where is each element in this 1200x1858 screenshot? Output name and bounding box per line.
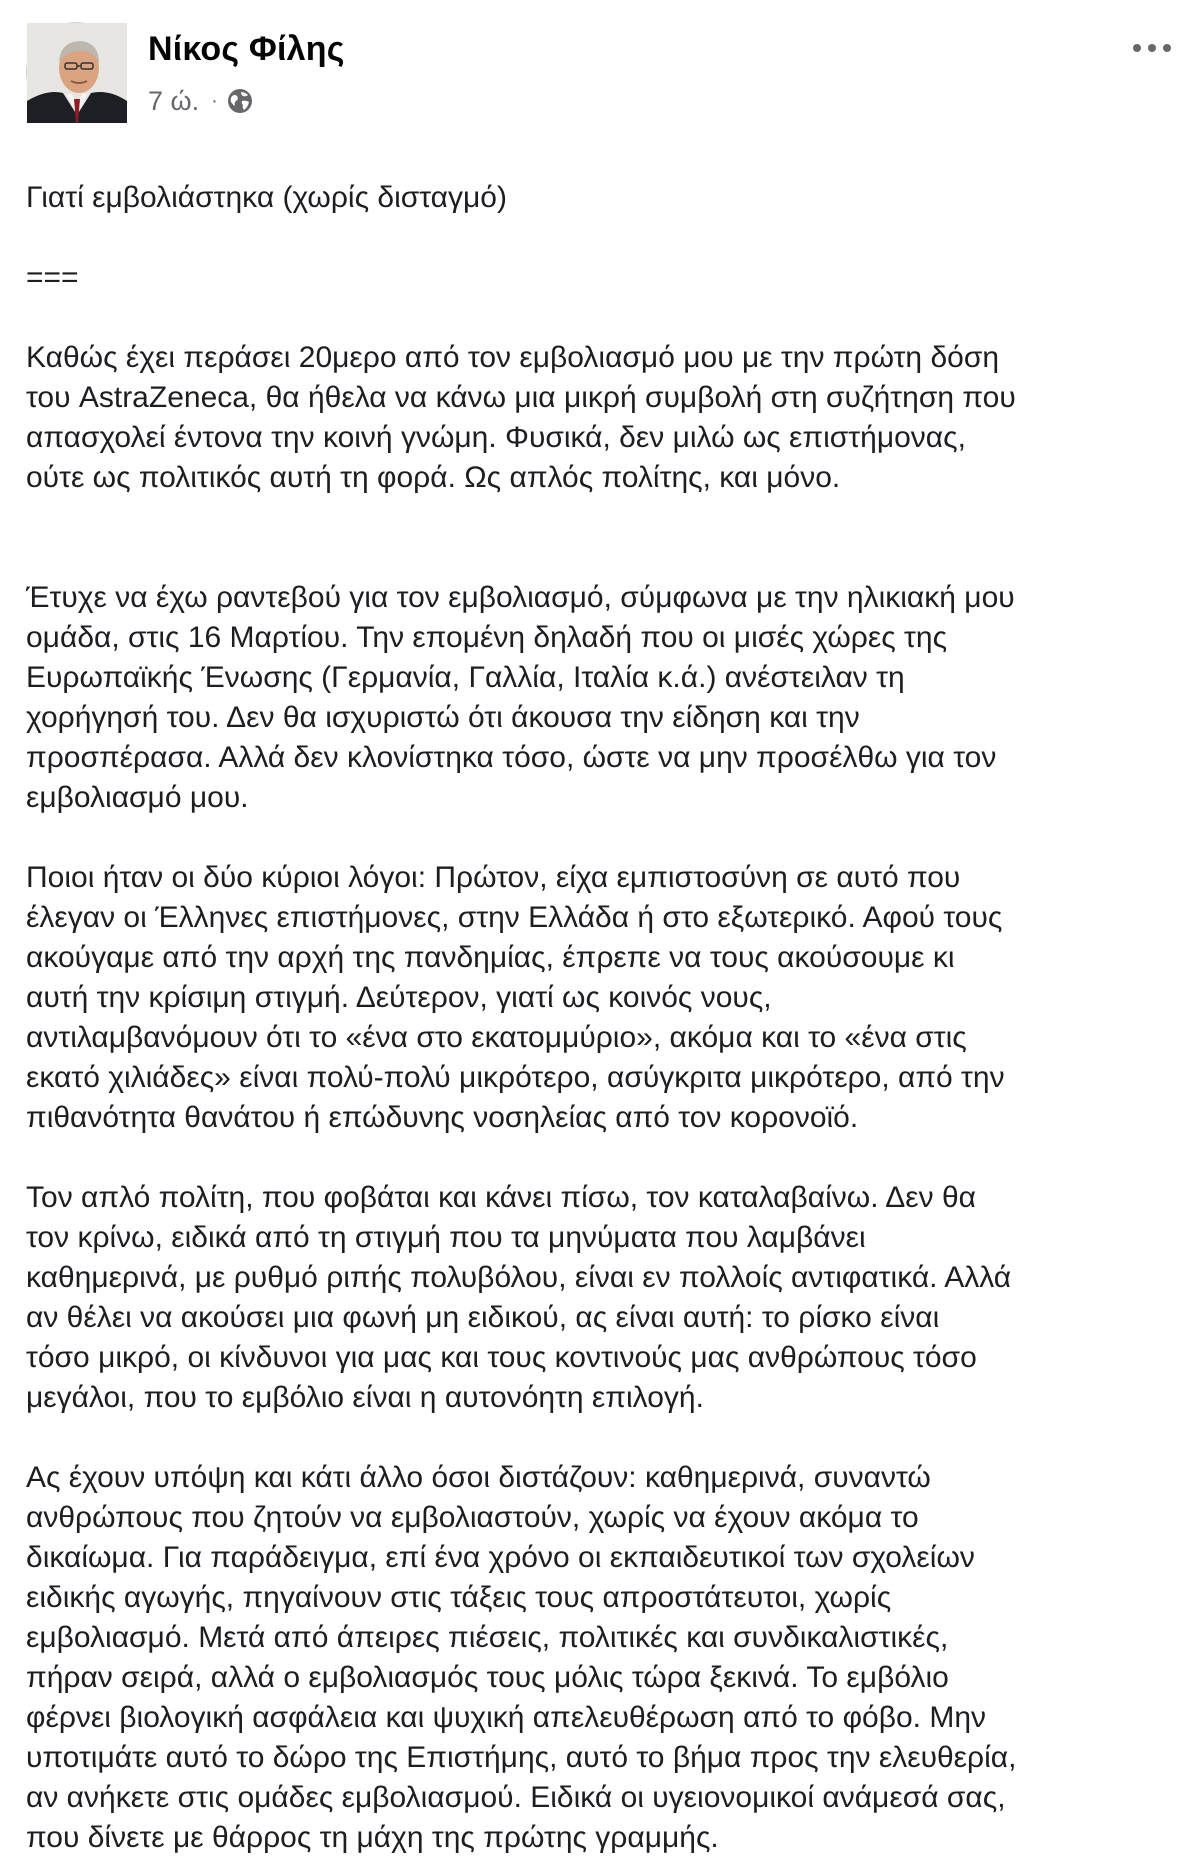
- paragraph-line: Τον απλό πολίτη, που φοβάται και κάνει πίσω, τον καταλαβαίνω. Δεν θα: [26, 1181, 976, 1214]
- paragraph-line: αντιλαμβανόμουν ότι το «ένα στο εκατομμύριο», ακόμα και το «ένα στις: [26, 1021, 967, 1054]
- paragraph-line: ακούγαμε από την αρχή της πανδημίας, έπρεπε να τους ακούσουμε κι: [26, 941, 955, 974]
- post-timestamp[interactable]: 7 ώ.: [148, 85, 200, 116]
- paragraph-line: εκατό χιλιάδες» είναι πολύ-πολύ μικρότερο, ασύγκριτα μικρότερο, από την: [26, 1061, 1005, 1094]
- post-meta: [148, 84, 254, 118]
- paragraph-line: ειδικής αγωγής, πηγαίνουν στις τάξεις τους απροστάτευτοι, χωρίς: [26, 1581, 892, 1614]
- post-title-line: Γιατί εμβολιάστηκα (χωρίς δισταγμό): [26, 181, 507, 214]
- paragraph-line: πιθανότητα θανάτου ή επώδυνης νοσηλείας από τον κορονοϊό.: [26, 1101, 859, 1134]
- profile-photo-icon: [27, 23, 127, 123]
- paragraph-line: που δίνετε με θάρρος τη μάχη της πρώτης γραμμής.: [26, 1821, 719, 1854]
- author-avatar[interactable]: [26, 22, 126, 122]
- paragraph-line: του AstraZeneca, θα ήθελα να κάνω μια μικρή συμβολή στη συζήτηση που: [26, 381, 1016, 414]
- paragraph-line: υποτιμάτε αυτό το δώρο της Επιστήμης, αυτό το βήμα προς την ελευθερία,: [26, 1741, 1017, 1774]
- paragraph-line: απασχολεί έντονα την κοινή γνώμη. Φυσικά, δεν μιλώ ως επιστήμονας,: [26, 421, 966, 454]
- paragraph-line: πήραν σειρά, αλλά ο εμβολιασμός τους μόλις τώρα ξεκινά. Το εμβόλιο: [26, 1661, 949, 1694]
- paragraph-line: Καθώς έχει περάσει 20μερο από τον εμβολιασμό μου με την πρώτη δόση: [26, 341, 1000, 374]
- paragraph: [26, 338, 1181, 498]
- paragraph-line: Ευρωπαϊκής Ένωσης (Γερμανία, Γαλλία, Ιταλία κ.ά.) ανέστειλαν τη: [26, 661, 905, 694]
- author-name[interactable]: Νίκος Φίλης: [148, 30, 345, 68]
- paragraph-line: δικαίωμα. Για παράδειγμα, επί ένα χρόνο οι εκπαιδευτικοί των σχολείων: [26, 1541, 975, 1574]
- paragraph-line: τόσο μικρό, οι κίνδυνοι για μας και τους κοντινούς μας ανθρώπους τόσο: [26, 1341, 977, 1374]
- paragraph-line: εμβολιασμό μου.: [26, 781, 249, 814]
- paragraph-line: ομάδα, στις 16 Μαρτίου. Την επομένη δηλαδή που οι μισές χώρες της: [26, 621, 948, 654]
- paragraph-line: Έτυχε να έχω ραντεβού για τον εμβολιασμό, σύμφωνα με την ηλικιακή μου: [26, 581, 1015, 614]
- more-options-button[interactable]: [1122, 28, 1182, 68]
- paragraph-line: μεγάλοι, που το εμβόλιο είναι η αυτονόητη επιλογή.: [26, 1381, 704, 1414]
- paragraph: [26, 858, 1181, 1138]
- paragraph-line: καθημερινά, με ρυθμό ριπής πολυβόλου, είναι εν πολλοίς αντιφατικά. Αλλά: [26, 1261, 1012, 1294]
- paragraph: [26, 578, 1181, 818]
- post-divider-line: ===: [26, 261, 79, 294]
- paragraph-line: χορήγησή του. Δεν θα ισχυριστώ ότι άκουσα την είδηση και την: [26, 701, 860, 734]
- paragraph: [26, 1458, 1181, 1858]
- paragraph: [26, 1178, 1181, 1418]
- paragraph-line: φέρνει βιολογική ασφάλεια και ψυχική απελευθέρωση από το φόβο. Μην: [26, 1701, 986, 1734]
- post-heading: [26, 138, 1181, 538]
- paragraph-line: αυτή την κρίσιμη στιγμή. Δεύτερον, γιατί ως κοινός νους,: [26, 981, 772, 1014]
- globe-icon[interactable]: [226, 87, 254, 115]
- paragraph-line: εμβολιασμό. Μετά από άπειρες πιέσεις, πολιτικές και συνδικαλιστικές,: [26, 1621, 949, 1654]
- post-body: [26, 138, 1181, 1858]
- paragraph-line: τον κρίνω, ειδικά από τη στιγμή που τα μηνύματα που λαμβάνει: [26, 1221, 866, 1254]
- paragraph-line: αν ανήκετε στις ομάδες εμβολιασμού. Ειδικά οι υγειονομικοί ανάμεσά σας,: [26, 1781, 1006, 1814]
- paragraph-line: προσπέρασα. Αλλά δεν κλονίστηκα τόσο, ώστε να μην προσέλθω για τον: [26, 741, 997, 774]
- paragraph-line: αν θέλει να ακούσει μια φωνή μη ειδικού, ας είναι αυτή: το ρίσκο είναι: [26, 1301, 940, 1334]
- more-options-icon: [1132, 43, 1172, 53]
- meta-separator: ·: [211, 89, 218, 112]
- paragraph-line: έλεγαν οι Έλληνες επιστήμονες, στην Ελλάδα ή στο εξωτερικό. Αφού τους: [26, 901, 1003, 934]
- paragraph-line: Ποιοι ήταν οι δύο κύριοι λόγοι: Πρώτον, είχα εμπιστοσύνη σε αυτό που: [26, 861, 961, 894]
- paragraph-line: Ας έχουν υπόψη και κάτι άλλο όσοι διστάζουν: καθημερινά, συναντώ: [26, 1461, 931, 1494]
- paragraph-line: ανθρώπους που ζητούν να εμβολιαστούν, χωρίς να έχουν ακόμα το: [26, 1501, 919, 1534]
- paragraph-line: ούτε ως πολιτικός αυτή τη φορά. Ως απλός πολίτης, και μόνο.: [26, 461, 841, 494]
